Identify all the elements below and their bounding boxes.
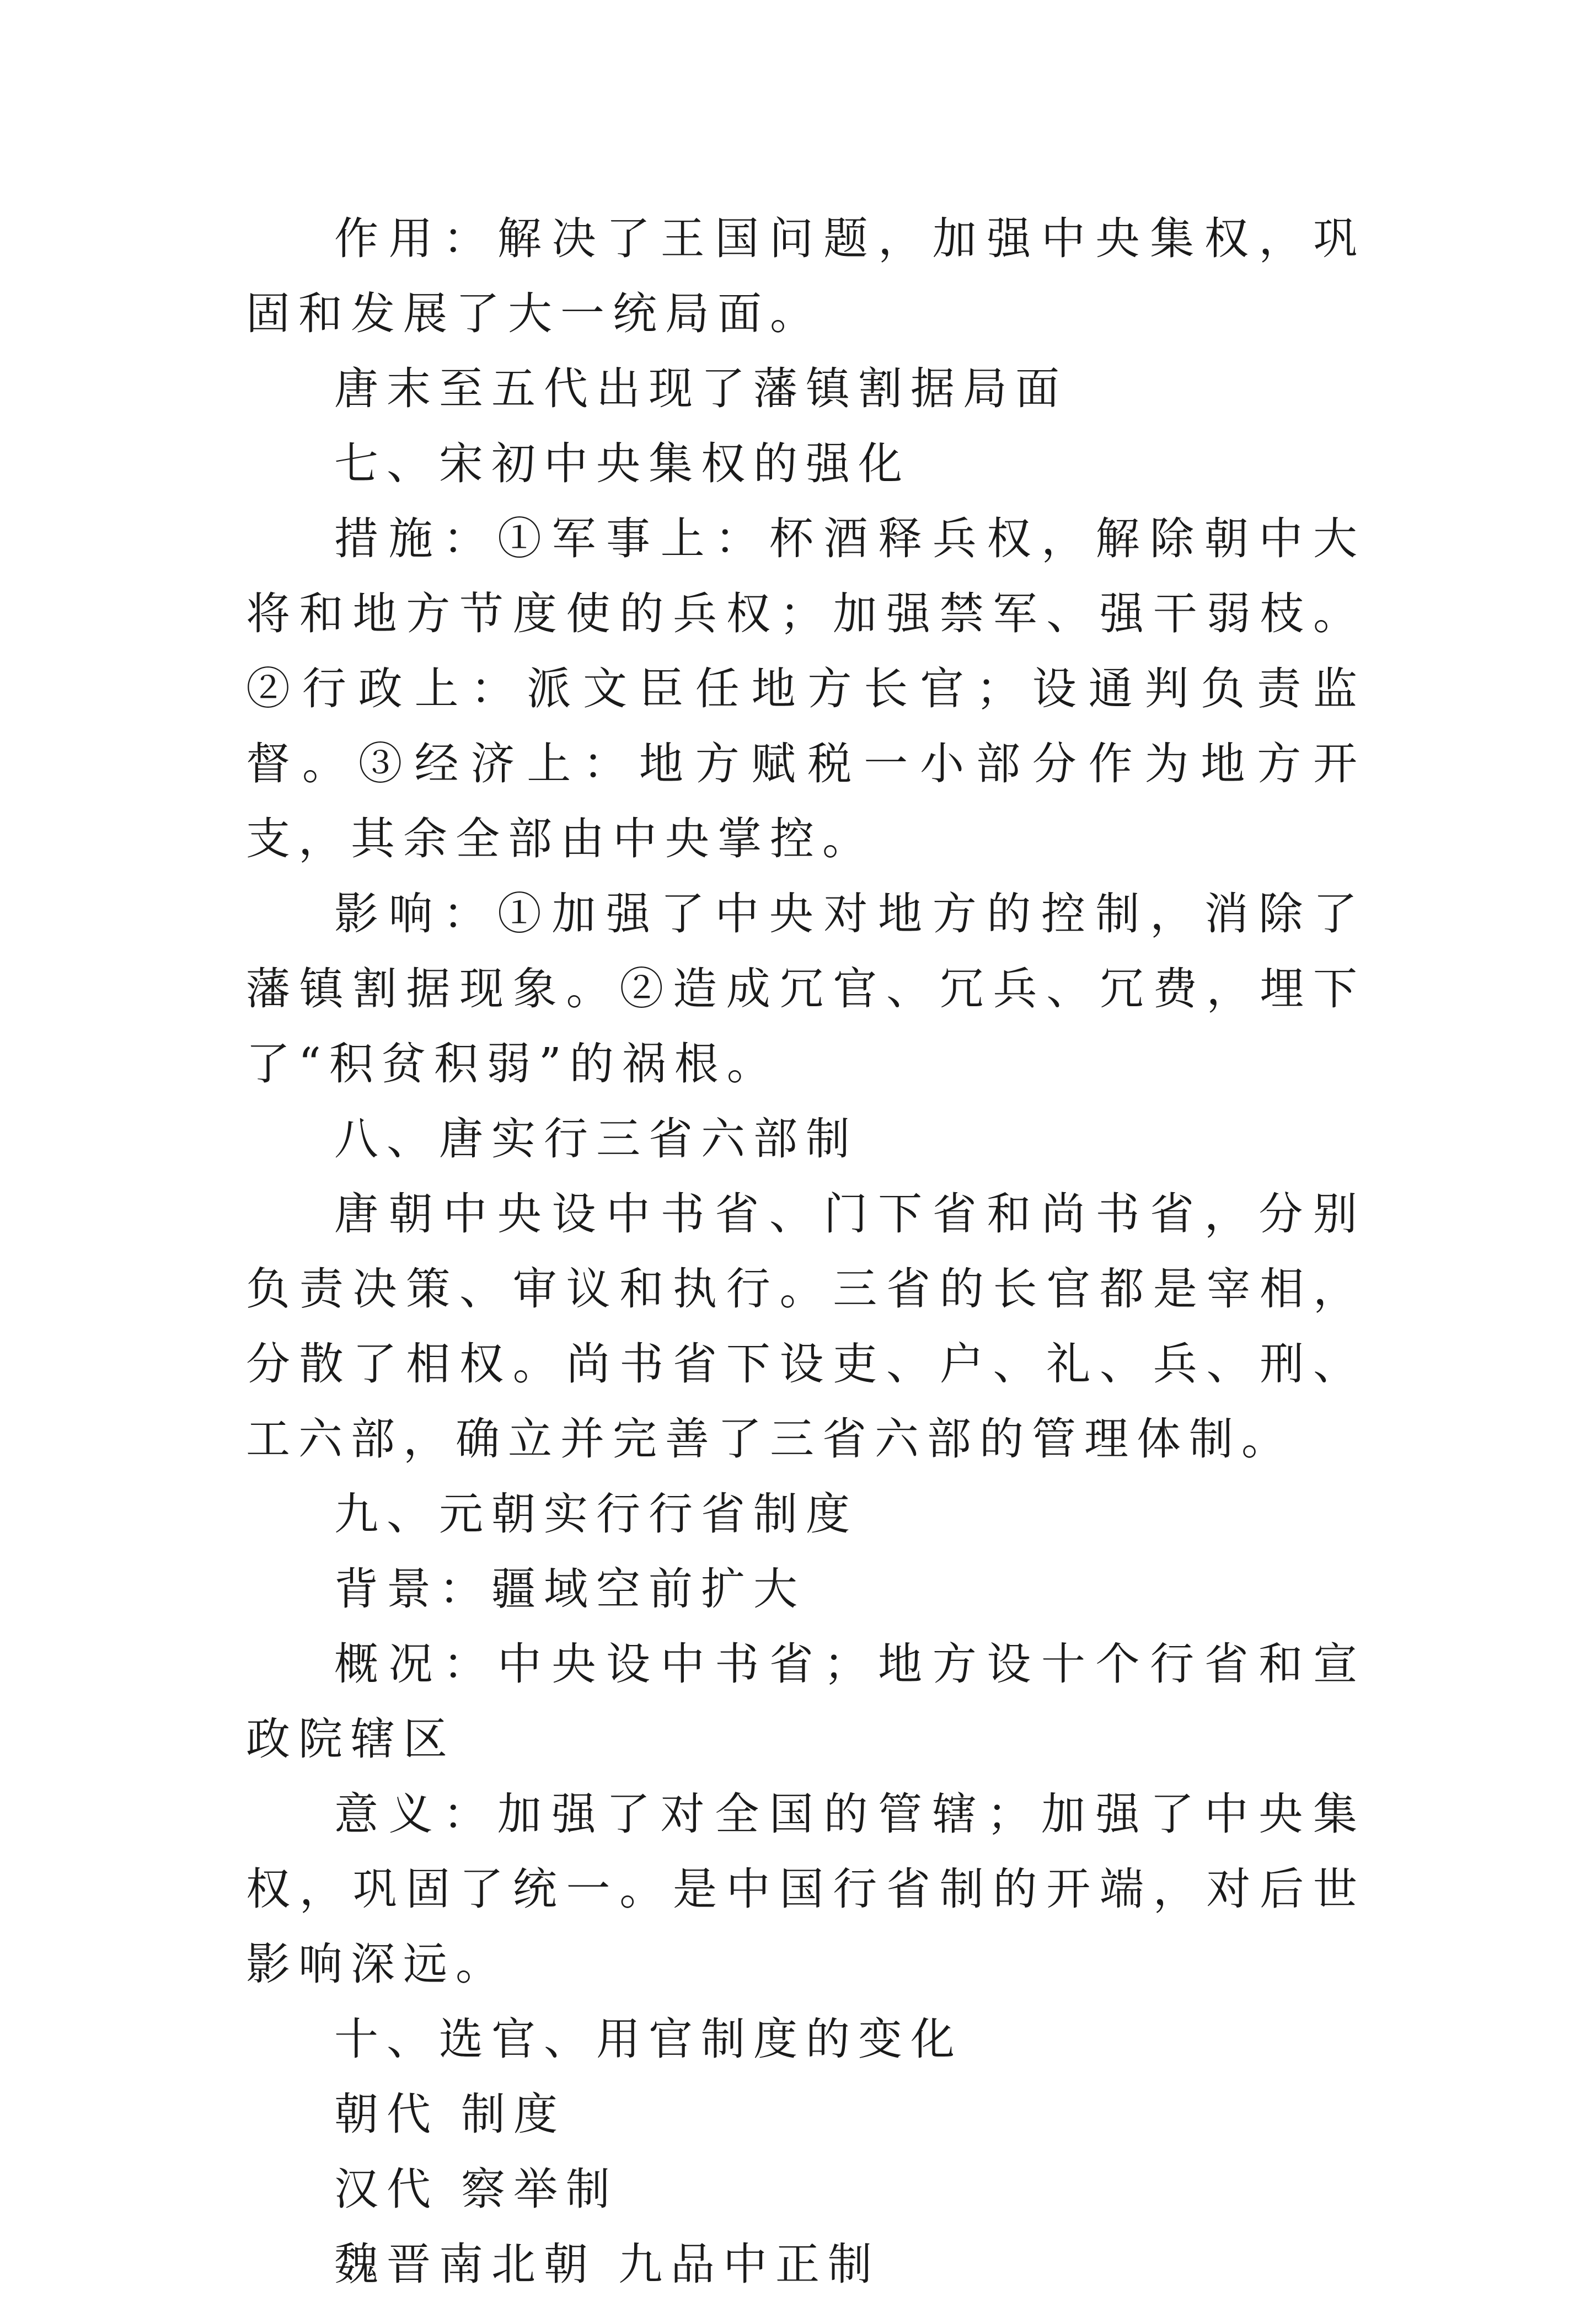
paragraph-background: 背景：疆域空前扩大 [334, 1563, 806, 1615]
heading-section-9: 九、元朝实行行省制度 [334, 1488, 858, 1540]
table-row [246, 2152, 1365, 2227]
paragraph-significance: 意义：加强了对全国的管辖；加强了中央集权，巩固了统一。是中国行省制的开端，对后世影响深远。 [246, 1788, 1365, 1990]
heading-section-8: 八、唐实行三省六部制 [334, 1113, 858, 1165]
paragraph-measures: 措施：①军事上：杯酒释兵权，解除朝中大将和地方节度使的兵权；加强禁军、强干弱枝。②行政上：派文臣任地方长官；设通判负责监督。③经济上：地方赋税一小部分作为地方开支，其余全部由中央掌控。 [246, 513, 1365, 864]
table-row [246, 2227, 1365, 2302]
paragraph-effect: 作用：解决了王国问题，加强中央集权，巩固和发展了大一统局面。 [246, 213, 1365, 339]
table-cell-system: 察举制 [461, 2164, 618, 2215]
paragraph-three-departments: 唐朝中央设中书省、门下省和尚书省，分别负责决策、审议和执行。三省的长官都是宰相，分散了相权。尚书省下设吏、户、礼、兵、刑、工六部，确立并完善了三省六部的管理体制。 [246, 1188, 1365, 1465]
table-header-system: 制度 [461, 2089, 566, 2140]
table-cell-dynasty: 魏晋南北朝 [334, 2239, 596, 2290]
paragraph-late-tang: 唐末至五代出现了藩镇割据局面 [334, 363, 1068, 414]
table-header-dynasty: 朝代 [334, 2089, 439, 2140]
table-cell-system: 九品中正制 [618, 2239, 880, 2290]
heading-section-10: 十、选官、用官制度的变化 [334, 2013, 963, 2065]
table-cell-dynasty: 汉代 [334, 2164, 439, 2215]
paragraph-impact: 影响：①加强了中央对地方的控制，消除了藩镇割据现象。②造成冗官、冗兵、冗费，埋下了“积贫积弱”的祸根。 [246, 888, 1365, 1089]
heading-section-7: 七、宋初中央集权的强化 [334, 438, 911, 489]
table-header-row [246, 2077, 1365, 2152]
document-body [246, 201, 1365, 2302]
paragraph-overview: 概况：中央设中书省；地方设十个行省和宣政院辖区 [246, 1638, 1365, 1765]
